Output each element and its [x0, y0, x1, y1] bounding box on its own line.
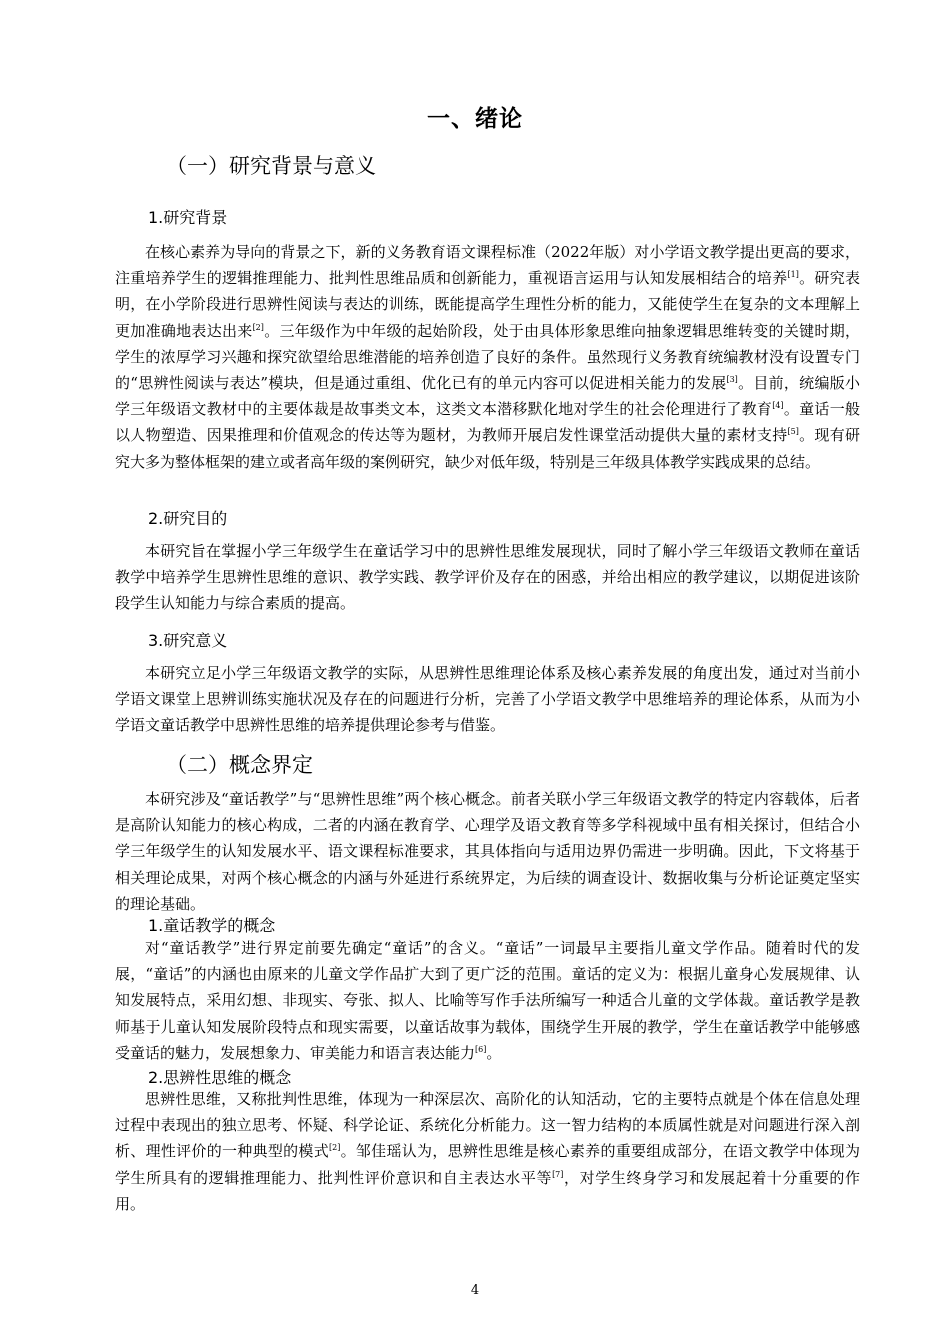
citation: [2] [328, 1143, 341, 1153]
chapter-title: 一、绪论 [427, 106, 523, 132]
subsection-title-purpose: 2.研究目的 [148, 509, 228, 528]
paragraph-significance: 本研究立足小学三年级语文教学的实际，从思辨性思维理论体系及核心素养发展的角度出发，通过对当前小学语文课堂上思辨训练实施状况及存在的问题进行分析，完善了小学语文教学中思维培养的理论体系，从而为小学语文童话教学中思辨性思维的培养提供理论参考与借鉴。 [115, 664, 860, 735]
paragraph-purpose: 本研究旨在掌握小学三年级学生在童话学习中的思辨性思维发展现状，同时了解小学三年级语文教师在童话教学中培养学生思辨性思维的意识、教学实践、教学评价及存在的困惑，并给出相应的教学建议，以期促进该阶段学生认知能力与综合素质的提高。 [115, 542, 860, 613]
subsection-title-significance: 3.研究意义 [148, 631, 228, 650]
paragraph-background: 在核心素养为导向的背景之下，新的义务教育语文课程标准（2022年版）对小学语文教学提出更高的要求，注重培养学生的逻辑推理能力、批判性思维品质和创新能力，重视语言运用与认知发展相结合的培养[1]。研究表明，在小学阶段进行思辨性阅读与表达的训练，既能提高学生理性分析的能力，又能使学生在复杂的文本理解上更加准确地表达出来[2]。三年级作为中年级的起始阶段，处于由具体形象思维向抽象逻辑思维转变的关键时期，学生的浓厚学习兴趣和探究欲望给思维潜能的培养创造了良好的条件。虽然现行义务教育统编教材没有设置专门的“思辨性阅读与表达”模块，但是通过重组、优化已有的单元内容可以促进相关能力的发展[3]。目前，统编版小学三年级语文教材中的主要体裁是故事类文本，这类文本潜移默化地对学生的社会伦理进行了教育[4]。童话一般以人物塑造、因果推理和价值观念的传达等为题材，为教师开展启发性课堂活动提供大量的素材支持[5]。现有研究大多为整体框架的建立或者高年级的案例研究，缺少对低年级，特别是三年级具体教学实践成果的总结。 [115, 243, 860, 471]
subsection-title-critical-thinking: 2.思辨性思维的概念 [148, 1068, 292, 1087]
paragraph-fairy-tale-teaching: 对“童话教学”进行界定前要先确定“童话”的含义。“童话”一词最早主要指儿童文学作品。随着时代的发展，“童话”的内涵也由原来的儿童文学作品扩大到了更广泛的范围。童话的定义为：根据儿童身心发展规律、认知发展特点，采用幻想、非现实、夸张、拟人、比喻等写作手法所编写一种适合儿童的文学体裁。童话教学是教师基于儿童认知发展阶段特点和现实需要，以童话故事为载体，围绕学生开展的教学，学生在童话教学中能够感受童话的魅力，发展想象力、审美能力和语言表达能力[6]。 [115, 939, 860, 1062]
subsection-title-background: 1.研究背景 [148, 208, 228, 227]
page-number: 4 [470, 1283, 480, 1298]
paragraph-critical-thinking: 思辨性思维，又称批判性思维，体现为一种深层次、高阶化的认知活动，它的主要特点就是个体在信息处理过程中表现出的独立思考、怀疑、科学论证、系统化分析能力。这一智力结构的本质属性就是对问题进行深入剖析、理性评价的一种典型的模式[2]。邹佳瑶认为，思辨性思维是核心素养的重要组成部分，在语文教学中体现为学生所具有的逻辑推理能力、批判性评价意识和自主表达水平等[7]，对学生终身学习和发展起着十分重要的作用。 [115, 1090, 860, 1213]
citation: [6] [475, 1044, 487, 1054]
section-title-background: （一）研究背景与意义 [166, 154, 376, 178]
paragraph-concepts-intro: 本研究涉及“童话教学”与“思辨性思维”两个核心概念。前者关联小学三年级语文教学的特定内容载体，后者是高阶认知能力的核心构成，二者的内涵在教育学、心理学及语文教育等多学科视域中虽有相关探讨，但结合小学三年级学生的认知发展水平、语文课程标准要求，其具体指向与适用边界仍需进一步明确。因此，下文将基于相关理论成果，对两个核心概念的内涵与外延进行系统界定，为后续的调查设计、数据收集与分析论证奠定坚实的理论基础。 [115, 790, 860, 913]
citation: [4] [772, 401, 784, 411]
citation: [5] [787, 427, 799, 437]
citation: [7] [552, 1169, 564, 1179]
citation: [3] [726, 375, 738, 385]
section-title-concepts: （二）概念界定 [166, 753, 313, 777]
citation: [2] [252, 322, 264, 332]
subsection-title-fairy-tale-teaching: 1.童话教学的概念 [148, 916, 276, 935]
citation: [1] [787, 270, 799, 280]
